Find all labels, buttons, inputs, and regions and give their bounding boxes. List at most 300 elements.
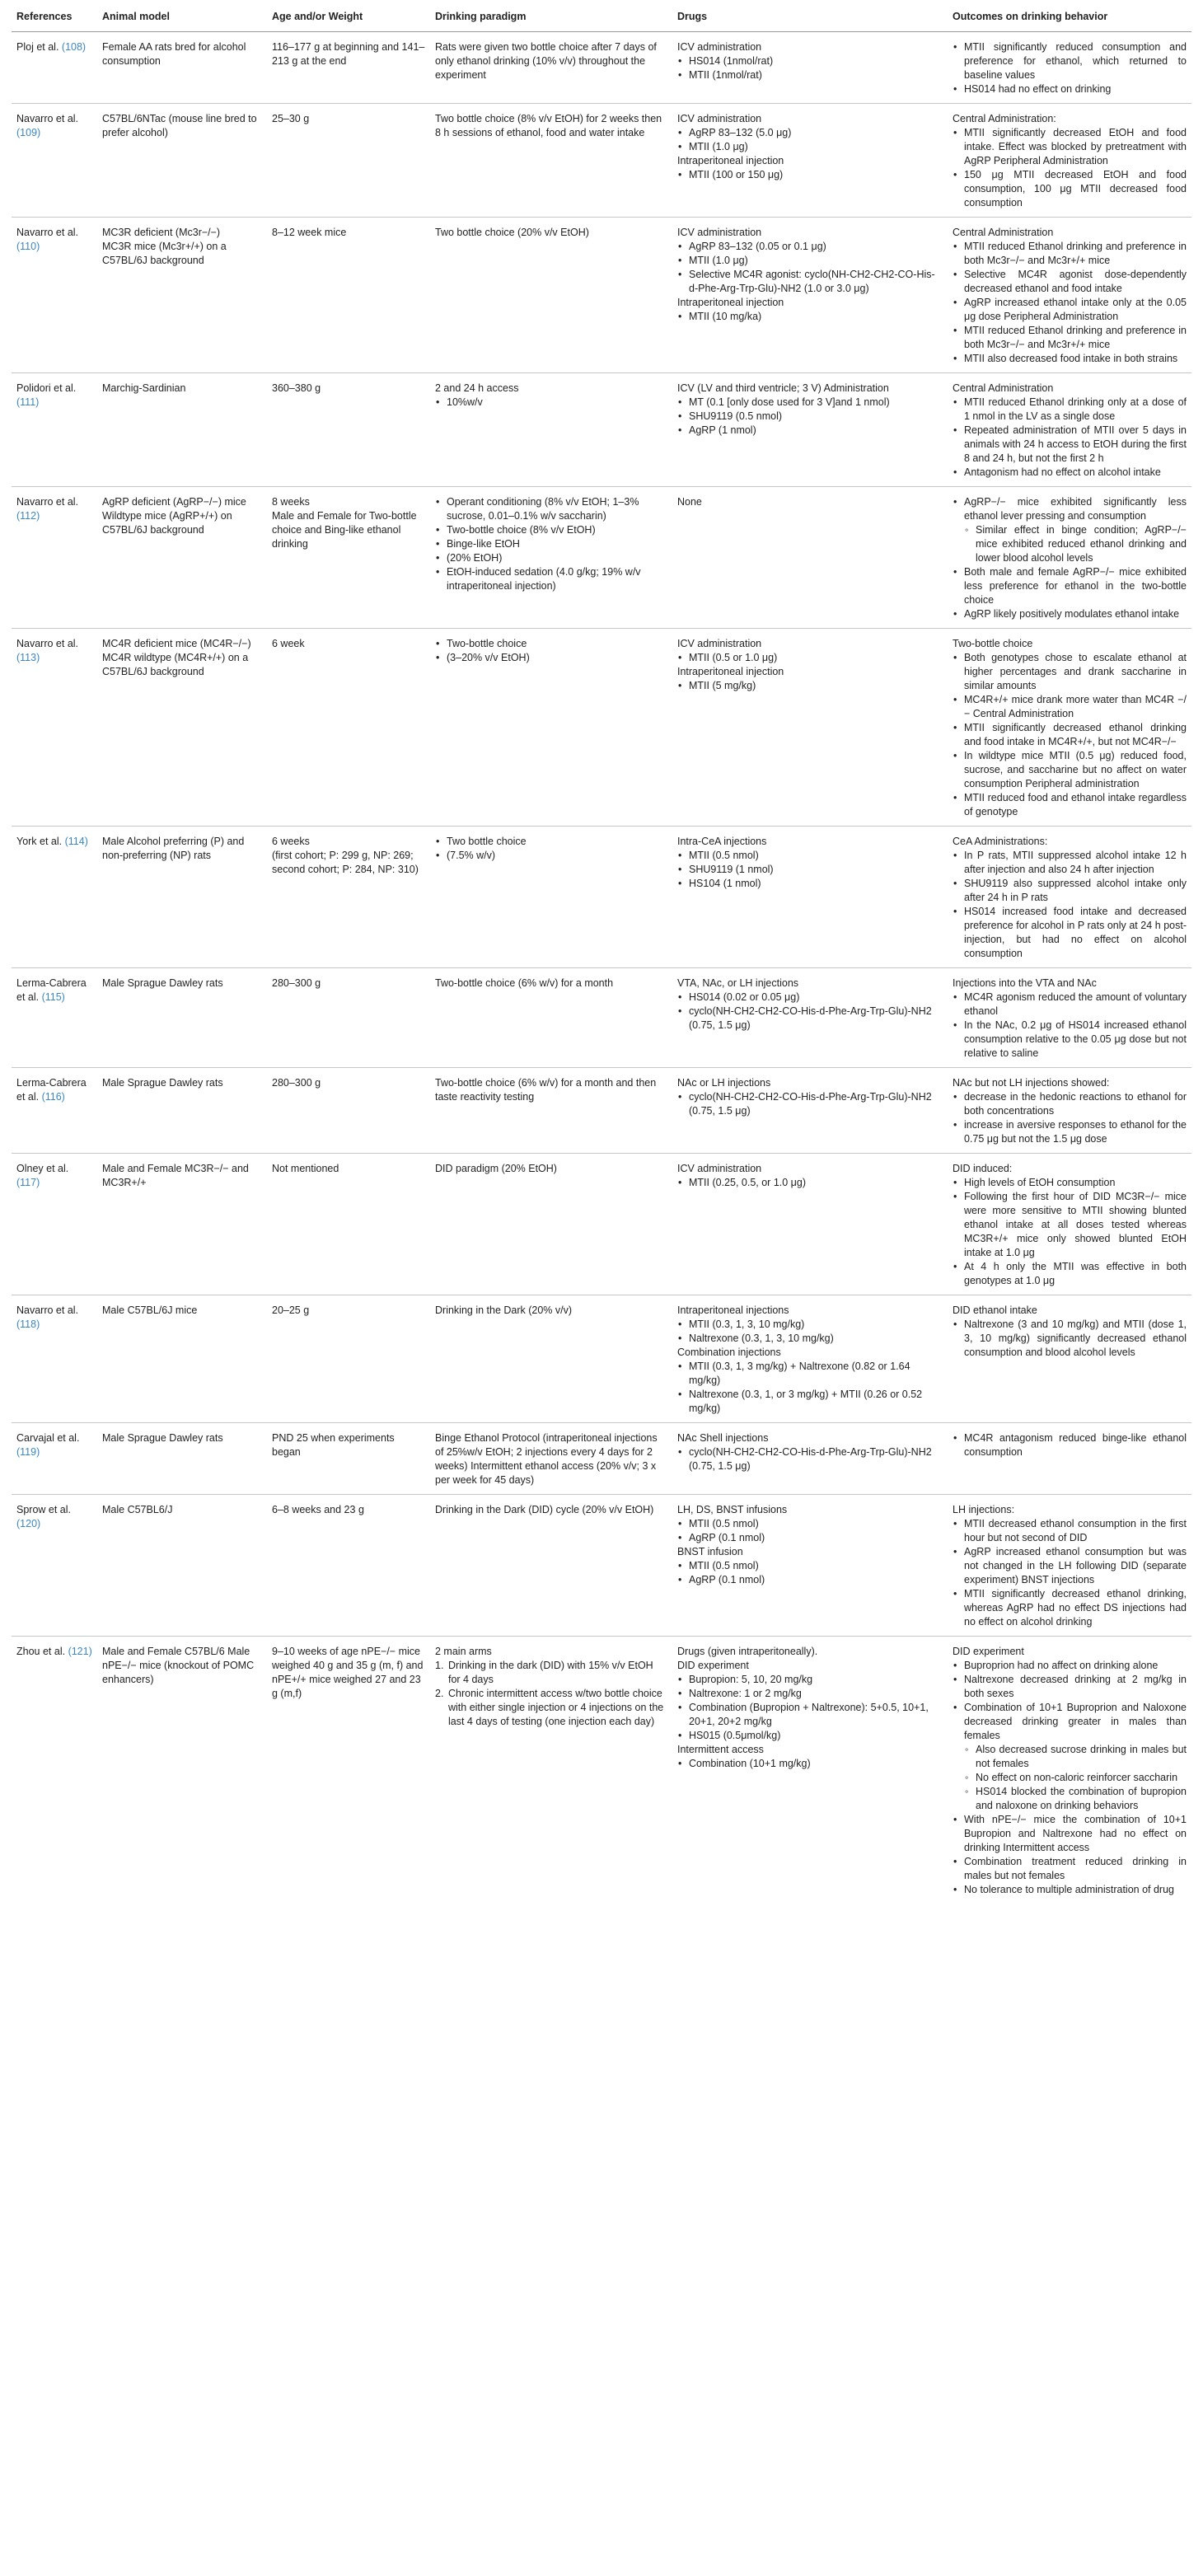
list-item: • MTII (1.0 μg) — [677, 140, 943, 154]
reference-link[interactable]: (114) — [64, 836, 88, 847]
list-item: • SHU9119 (0.5 nmol) — [677, 410, 943, 424]
cell-line: MC3R mice (Mc3r+/+) on a C57BL/6J background — [102, 241, 227, 266]
cell-line: Male and Female MC3R−/− and MC3R+/+ — [102, 1163, 249, 1188]
list-item: • AgRP likely positively modulates ethanol intake — [953, 607, 1187, 621]
list-item: • MC4R antagonism reduced binge-like ethanol consumption — [953, 1431, 1187, 1459]
table-row — [12, 1068, 1191, 1154]
cell-line: LH injections: — [953, 1504, 1015, 1515]
reference-name: Lerma-Cabrera et al. — [16, 1077, 87, 1103]
reference-link[interactable]: (120) — [16, 1518, 41, 1529]
outcomes-cell — [948, 629, 1191, 827]
age-weight-cell — [267, 1068, 430, 1154]
bullet-list — [953, 40, 1187, 96]
animal-model-cell — [97, 1637, 267, 1904]
bullet-list — [953, 495, 1187, 621]
bullet-list — [677, 679, 943, 693]
animal-model-cell — [97, 373, 267, 487]
sub-list-item: ◦ Also decreased sucrose drinking in males but not females — [964, 1743, 1187, 1771]
list-item: • MC4R+/+ mice drank more water than MC4R −/− Central Administration — [953, 693, 1187, 721]
reference-link[interactable]: (113) — [16, 652, 40, 663]
cell-line: Rats were given two bottle choice after 7 days of only ethanol drinking (10% v/v) throughout the experiment — [435, 41, 657, 81]
list-item: • MTII (0.5 nmol) — [677, 1517, 943, 1531]
reference-name: Sprow et al. — [16, 1504, 72, 1515]
bullet-list — [953, 1431, 1187, 1459]
list-item: • Operant conditioning (8% v/v EtOH; 1–3% sucrose, 0.01–0.1% w/v saccharin) — [435, 495, 667, 523]
cell-line: Male C57BL6/J — [102, 1504, 173, 1515]
reference-name: Olney et al. — [16, 1163, 69, 1174]
cell-line: Central Administration — [953, 382, 1054, 394]
cell-line: BNST infusion — [677, 1546, 743, 1557]
reference-cell — [12, 32, 97, 104]
list-item: • MTII (10 mg/ka) — [677, 310, 943, 324]
cell-line: CeA Administrations: — [953, 836, 1048, 847]
table-row — [12, 968, 1191, 1068]
item-text: Drinking in the dark (DID) with 15% v/v EtOH for 4 days — [448, 1660, 653, 1685]
drugs-cell — [672, 104, 948, 218]
list-item: • AgRP increased ethanol consumption but was not changed in the LH following DID (separate experiment) BNST injections — [953, 1545, 1187, 1587]
age-weight-cell — [267, 1637, 430, 1904]
cell-line: Not mentioned — [272, 1163, 339, 1174]
reference-cell — [12, 373, 97, 487]
animal-model-cell — [97, 1154, 267, 1295]
cell-line: NAc but not LH injections showed: — [953, 1077, 1110, 1089]
list-item: • MC4R agonism reduced the amount of voluntary ethanol — [953, 991, 1187, 1019]
cell-line: Intermittent access — [677, 1744, 764, 1755]
list-item: • Buproprion had no affect on drinking alone — [953, 1659, 1187, 1673]
cell-line: 360–380 g — [272, 382, 321, 394]
cell-line: MC3R deficient (Mc3r−/−) — [102, 227, 221, 238]
cell-line: Two bottle choice (8% v/v EtOH) for 2 weeks then 8 h sessions of ethanol, food and water intake — [435, 113, 662, 138]
bullet-list — [953, 1176, 1187, 1288]
reference-name: Carvajal et al. — [16, 1432, 80, 1444]
list-item: • HS014 had no effect on drinking — [953, 82, 1187, 96]
sub-bullet-list — [953, 1743, 1187, 1813]
outcomes-cell — [948, 1495, 1191, 1637]
cell-line: MC4R deficient mice (MC4R−/−) — [102, 638, 251, 649]
reference-link[interactable]: (112) — [16, 510, 40, 522]
cell-line: 8–12 week mice — [272, 227, 347, 238]
cell-line: ICV (LV and third ventricle; 3 V) Administration — [677, 382, 889, 394]
list-item: • Naltrexone (0.3, 1, or 3 mg/kg) + MTII (0.26 or 0.52 mg/kg) — [677, 1388, 943, 1416]
list-item: • (7.5% w/v) — [435, 849, 667, 863]
list-item: • Naltrexone (3 and 10 mg/kg) and MTII (dose 1, 3, 10 mg/kg) significantly decreased ethanol consumption and blood alcohol levels — [953, 1318, 1187, 1360]
list-item: • Naltrexone decreased drinking at 2 mg/kg in both sexes — [953, 1673, 1187, 1701]
bullet-list — [953, 849, 1187, 961]
list-item: • (20% EtOH) — [435, 551, 667, 565]
reference-name: Lerma-Cabrera et al. — [16, 977, 87, 1003]
drinking-paradigm-cell — [430, 968, 672, 1068]
age-weight-cell — [267, 1295, 430, 1423]
outcomes-cell — [948, 218, 1191, 373]
reference-cell — [12, 1154, 97, 1295]
animal-model-cell — [97, 32, 267, 104]
table-row — [12, 1495, 1191, 1637]
reference-link[interactable]: (108) — [61, 41, 87, 53]
list-item: • MTII significantly reduced consumption and preference for ethanol, which returned to baseline values — [953, 40, 1187, 82]
table-row — [12, 629, 1191, 827]
bullet-list — [435, 495, 667, 593]
header-drugs: Drugs — [672, 2, 948, 32]
sub-list-item: ◦ HS014 blocked the combination of bupropion and naloxone on drinking behaviors — [964, 1785, 1187, 1813]
table-row — [12, 373, 1191, 487]
list-item: • 10%w/v — [435, 396, 667, 410]
outcomes-cell — [948, 827, 1191, 968]
list-item: • MTII (0.3, 1, 3, 10 mg/kg) — [677, 1318, 943, 1332]
table-row — [12, 104, 1191, 218]
list-item: • EtOH-induced sedation (4.0 g/kg; 19% w/v intraperitoneal injection) — [435, 565, 667, 593]
animal-model-cell — [97, 487, 267, 629]
item-text: Chronic intermittent access w/two bottle choice with either single injection or 4 injections on the last 4 days of testing (one injection each day) — [448, 1688, 664, 1727]
outcomes-cell — [948, 373, 1191, 487]
reference-name: Navarro et al. — [16, 227, 79, 238]
header-references: References — [12, 2, 97, 32]
bullet-list — [677, 651, 943, 665]
cell-line: LH, DS, BNST infusions — [677, 1504, 788, 1515]
item-number: 1. — [435, 1660, 444, 1671]
list-item: • cyclo(NH-CH2-CH2-CO-His-d-Phe-Arg-Trp-Glu)-NH2 (0.75, 1.5 μg) — [677, 1005, 943, 1033]
bullet-list — [677, 168, 943, 182]
list-item: • In wildtype mice MTII (0.5 μg) reduced food, sucrose, and saccharine but no affect on water consumption Peripheral administration — [953, 749, 1187, 791]
drugs-cell — [672, 827, 948, 968]
cell-line: 2 main arms — [435, 1646, 492, 1657]
cell-line: Combination injections — [677, 1347, 781, 1358]
bullet-list — [677, 396, 943, 438]
cell-line: 6 week — [272, 638, 305, 649]
list-item: • AgRP (0.1 nmol) — [677, 1531, 943, 1545]
list-item: • Two-bottle choice — [435, 637, 667, 651]
animal-model-cell — [97, 218, 267, 373]
bullet-list — [953, 240, 1187, 366]
drugs-cell — [672, 1495, 948, 1637]
reference-name: Polidori et al. — [16, 382, 77, 394]
list-item: • HS014 (1nmol/rat) — [677, 54, 943, 68]
reference-cell — [12, 1068, 97, 1154]
reference-cell — [12, 1495, 97, 1637]
drugs-cell — [672, 1295, 948, 1423]
animal-model-cell — [97, 104, 267, 218]
reference-link[interactable]: (115) — [41, 991, 65, 1003]
cell-line: Intraperitoneal injection — [677, 297, 784, 308]
outcomes-cell — [948, 1068, 1191, 1154]
list-item: • AgRP increased ethanol intake only at the 0.05 μg dose Peripheral Administration — [953, 296, 1187, 324]
sub-bullet-list — [953, 523, 1187, 565]
cell-line: 2 and 24 h access — [435, 382, 519, 394]
table-body — [12, 32, 1191, 1904]
list-item: • In the NAc, 0.2 μg of HS014 increased ethanol consumption relative to the 0.05 μg dose but not relative to saline — [953, 1019, 1187, 1061]
bullet-list — [677, 1318, 943, 1346]
cell-line: Female AA rats bred for alcohol consumption — [102, 41, 246, 67]
cell-line: (first cohort; P: 299 g, NP: 269; second cohort; P: 284, NP: 310) — [272, 850, 419, 875]
reference-cell — [12, 487, 97, 629]
table-row — [12, 218, 1191, 373]
list-item: • Repeated administration of MTII over 5 days in animals with 24 h access to EtOH during the first 8 and 24 h, but not the first 2 h — [953, 424, 1187, 466]
drinking-paradigm-cell — [430, 1423, 672, 1495]
list-item: • Binge-like EtOH — [435, 537, 667, 551]
reference-link[interactable]: (121) — [68, 1646, 92, 1657]
reference-link[interactable]: (111) — [16, 396, 40, 408]
cell-line: Intra-CeA injections — [677, 836, 767, 847]
reference-link[interactable]: (110) — [16, 241, 40, 252]
cell-line: 280–300 g — [272, 977, 321, 989]
cell-line: Male and Female for Two-bottle choice and Bing-like ethanol drinking — [272, 510, 417, 550]
reference-cell — [12, 827, 97, 968]
bullet-list — [953, 991, 1187, 1061]
age-weight-cell — [267, 104, 430, 218]
list-item: • MTII (1nmol/rat) — [677, 68, 943, 82]
cell-line: 116–177 g at beginning and 141–213 g at the end — [272, 41, 425, 67]
cell-line: 20–25 g — [272, 1304, 310, 1316]
reference-name: Zhou et al. — [16, 1646, 66, 1657]
sub-list-item: ◦ Similar effect in binge condition; AgRP−/− mice exhibited reduced ethanol drinking and lower blood alcohol levels — [964, 523, 1187, 565]
list-item: • 150 μg MTII decreased EtOH and food consumption, 100 μg MTII decreased food consumption — [953, 168, 1187, 210]
bullet-list — [953, 651, 1187, 819]
drugs-cell — [672, 487, 948, 629]
list-item: • No tolerance to multiple administration of drug — [953, 1883, 1187, 1897]
age-weight-cell — [267, 1495, 430, 1637]
outcomes-cell — [948, 1637, 1191, 1904]
drinking-paradigm-cell — [430, 1495, 672, 1637]
bullet-list — [677, 1673, 943, 1743]
cell-line: NAc or LH injections — [677, 1077, 771, 1089]
drugs-cell — [672, 1423, 948, 1495]
cell-line: ICV administration — [677, 1163, 762, 1174]
bullet-list — [677, 54, 943, 82]
list-item: • MTII also decreased food intake in both strains — [953, 352, 1187, 366]
cell-line: ICV administration — [677, 41, 762, 53]
reference-name: Ploj et al. — [16, 41, 59, 53]
list-item: • Combination treatment reduced drinking in males but not females — [953, 1855, 1187, 1883]
reference-link[interactable]: (116) — [41, 1091, 65, 1103]
age-weight-cell — [267, 218, 430, 373]
list-item: • MTII reduced Ethanol drinking only at a dose of 1 nmol in the LV as a single dose — [953, 396, 1187, 424]
cell-line: Male Sprague Dawley rats — [102, 977, 223, 989]
header-outcomes: Outcomes on drinking behavior — [948, 2, 1191, 32]
list-item: • MTII significantly decreased ethanol drinking and food intake in MC4R+/+, but not MC4R−/− — [953, 721, 1187, 749]
bullet-list — [677, 1176, 943, 1190]
sub-list-item: ◦ No effect on non-caloric reinforcer saccharin — [964, 1771, 1187, 1785]
list-item: • decrease in the hedonic reactions to ethanol for both concentrations — [953, 1090, 1187, 1118]
list-item: • Following the first hour of DID MC3R−/− mice were more sensitive to MTII showing blunted ethanol intake at all doses tested whereas MC3R+/+ mice only showed blunted EtOH intake at 1.0 μg — [953, 1190, 1187, 1260]
drugs-cell — [672, 373, 948, 487]
table-row — [12, 487, 1191, 629]
list-item: • MTII (1.0 μg) — [677, 254, 943, 268]
cell-line: Male Sprague Dawley rats — [102, 1432, 223, 1444]
cell-line: Binge Ethanol Protocol (intraperitoneal injections of 25%w/v EtOH; 2 injections every 4 days for 2 weeks) Intermittent ethanol access (20% v/v; 3 x per week for 45 days) — [435, 1432, 658, 1486]
reference-name: Navarro et al. — [16, 113, 79, 124]
reference-cell — [12, 968, 97, 1068]
list-item: • (3–20% v/v EtOH) — [435, 651, 667, 665]
list-item: • MTII (5 mg/kg) — [677, 679, 943, 693]
list-item: • AgRP 83–132 (0.05 or 0.1 μg) — [677, 240, 943, 254]
list-item: • High levels of EtOH consumption — [953, 1176, 1187, 1190]
drinking-paradigm-cell — [430, 1154, 672, 1295]
drugs-cell — [672, 1154, 948, 1295]
list-item: • HS014 (0.02 or 0.05 μg) — [677, 991, 943, 1005]
reference-link[interactable]: (117) — [16, 1177, 40, 1188]
header-drinking-paradigm: Drinking paradigm — [430, 2, 672, 32]
item-number: 2. — [435, 1688, 444, 1699]
cell-line: Two-bottle choice (6% w/v) for a month and then taste reactivity testing — [435, 1077, 657, 1103]
cell-line: Two-bottle choice — [953, 638, 1033, 649]
table-header-row — [12, 2, 1191, 32]
list-item: • Combination (10+1 mg/kg) — [677, 1757, 943, 1771]
bullet-list — [953, 1318, 1187, 1360]
cell-line: Drinking in the Dark (20% v/v) — [435, 1304, 573, 1316]
list-item: • cyclo(NH-CH2-CH2-CO-His-d-Phe-Arg-Trp-Glu)-NH2 (0.75, 1.5 μg) — [677, 1090, 943, 1118]
list-item: • At 4 h only the MTII was effective in both genotypes at 1.0 μg — [953, 1260, 1187, 1288]
age-weight-cell — [267, 1423, 430, 1495]
drugs-cell — [672, 968, 948, 1068]
list-item: • increase in aversive responses to ethanol for the 0.75 μg but not the 1.5 μg dose — [953, 1118, 1187, 1146]
list-item: • Both genotypes chose to escalate ethanol at higher percentages and drank saccharine in similar amounts — [953, 651, 1187, 693]
cell-line: Intraperitoneal injection — [677, 155, 784, 166]
cell-line: Male and Female C57BL/6 Male nPE−/− mice (knockout of POMC enhancers) — [102, 1646, 255, 1685]
reference-cell — [12, 629, 97, 827]
list-item: • Naltrexone (0.3, 1, 3, 10 mg/kg) — [677, 1332, 943, 1346]
bullet-list — [435, 637, 667, 665]
drugs-cell — [672, 1637, 948, 1904]
reference-name: Navarro et al. — [16, 1304, 79, 1316]
age-weight-cell — [267, 629, 430, 827]
list-item: • SHU9119 also suppressed alcohol intake only after 24 h in P rats — [953, 877, 1187, 905]
cell-line: 6–8 weeks and 23 g — [272, 1504, 364, 1515]
numbered-item — [435, 1659, 667, 1687]
bullet-list — [953, 1517, 1187, 1629]
cell-line: MC4R wildtype (MC4R+/+) on a C57BL/6J background — [102, 652, 249, 677]
drinking-studies-table — [12, 2, 1191, 1904]
bullet-list — [435, 396, 667, 410]
animal-model-cell — [97, 968, 267, 1068]
cell-line: NAc Shell injections — [677, 1432, 769, 1444]
outcomes-cell — [948, 1154, 1191, 1295]
drinking-paradigm-cell — [430, 1637, 672, 1904]
animal-model-cell — [97, 629, 267, 827]
list-item: • MTII significantly decreased EtOH and food intake. Effect was blocked by pretreatment with AgRP Peripheral Administration — [953, 126, 1187, 168]
cell-line: 6 weeks — [272, 836, 310, 847]
reference-name: Navarro et al. — [16, 496, 79, 508]
list-item: • cyclo(NH-CH2-CH2-CO-His-d-Phe-Arg-Trp-Glu)-NH2 (0.75, 1.5 μg) — [677, 1445, 943, 1473]
list-item: • Two bottle choice — [435, 835, 667, 849]
animal-model-cell — [97, 1495, 267, 1637]
age-weight-cell — [267, 487, 430, 629]
table-row — [12, 1637, 1191, 1904]
cell-line: Marchig-Sardinian — [102, 382, 186, 394]
drugs-cell — [672, 629, 948, 827]
cell-line: ICV administration — [677, 113, 762, 124]
list-item: • Both male and female AgRP−/− mice exhibited less preference for ethanol in the two-bottle choice — [953, 565, 1187, 607]
list-item: • Selective MC4R agonist: cyclo(NH-CH2-CH2-CO-His-d-Phe-Arg-Trp-Glu)-NH2 (1.0 or 3.0 μg) — [677, 268, 943, 296]
list-item: • MTII (0.5 nmol) — [677, 1559, 943, 1573]
cell-line: Drinking in the Dark (DID) cycle (20% v/v EtOH) — [435, 1504, 654, 1515]
list-item: • MT (0.1 [only dose used for 3 V]and 1 nmol) — [677, 396, 943, 410]
table-row — [12, 32, 1191, 104]
reference-link[interactable]: (118) — [16, 1318, 40, 1330]
cell-line: Central Administration — [953, 227, 1054, 238]
cell-line: 280–300 g — [272, 1077, 321, 1089]
cell-line: Male C57BL/6J mice — [102, 1304, 198, 1316]
bullet-list — [953, 396, 1187, 480]
age-weight-cell — [267, 1154, 430, 1295]
list-item: • AgRP−/− mice exhibited significantly less ethanol lever pressing and consumption — [953, 495, 1187, 523]
drugs-cell — [672, 1068, 948, 1154]
cell-line: Drugs (given intraperitoneally). — [677, 1646, 818, 1657]
reference-cell — [12, 104, 97, 218]
cell-line: ICV administration — [677, 227, 762, 238]
drugs-cell — [672, 218, 948, 373]
list-item: • HS014 increased food intake and decreased preference for alcohol in P rats only at 24 h post-injection, but had no effect on alcohol consumption — [953, 905, 1187, 961]
drinking-paradigm-cell — [430, 629, 672, 827]
cell-line: Injections into the VTA and NAc — [953, 977, 1097, 989]
bullet-list — [677, 1445, 943, 1473]
numbered-item — [435, 1687, 667, 1729]
list-item: • With nPE−/− mice the combination of 10+1 Bupropion and Naltrexone had no effect on drinking Intermittent access — [953, 1813, 1187, 1855]
bullet-list — [677, 1559, 943, 1587]
bullet-list — [953, 1659, 1187, 1897]
reference-name: Navarro et al. — [16, 638, 79, 649]
drinking-paradigm-cell — [430, 827, 672, 968]
cell-line: DID induced: — [953, 1163, 1013, 1174]
cell-line: Two-bottle choice (6% w/v) for a month — [435, 977, 614, 989]
list-item: • Combination (Bupropion + Naltrexone): 5+0.5, 10+1, 20+1, 20+2 mg/kg — [677, 1701, 943, 1729]
list-item: • Naltrexone: 1 or 2 mg/kg — [677, 1687, 943, 1701]
cell-line: Male Sprague Dawley rats — [102, 1077, 223, 1089]
bullet-list — [435, 835, 667, 863]
cell-line: PND 25 when experiments began — [272, 1432, 395, 1458]
age-weight-cell — [267, 968, 430, 1068]
list-item: • Combination of 10+1 Buproprion and Naloxone decreased drinking greater in males than females — [953, 1701, 1187, 1743]
cell-line: Central Administration: — [953, 113, 1056, 124]
cell-line: ICV administration — [677, 638, 762, 649]
reference-link[interactable]: (119) — [16, 1446, 40, 1458]
reference-name: York et al. — [16, 836, 63, 847]
cell-line: Two bottle choice (20% v/v EtOH) — [435, 227, 589, 238]
bullet-list — [953, 1090, 1187, 1146]
cell-line: DID paradigm (20% EtOH) — [435, 1163, 557, 1174]
header-animal-model: Animal model — [97, 2, 267, 32]
list-item: • MTII (0.5 or 1.0 μg) — [677, 651, 943, 665]
table-row — [12, 1423, 1191, 1495]
reference-cell — [12, 218, 97, 373]
reference-cell — [12, 1637, 97, 1904]
reference-cell — [12, 1295, 97, 1423]
table-row — [12, 827, 1191, 968]
list-item: • SHU9119 (1 nmol) — [677, 863, 943, 877]
cell-line: DID experiment — [677, 1660, 749, 1671]
outcomes-cell — [948, 968, 1191, 1068]
list-item: • AgRP 83–132 (5.0 μg) — [677, 126, 943, 140]
bullet-list — [677, 991, 943, 1033]
bullet-list — [677, 240, 943, 296]
list-item: • MTII reduced food and ethanol intake regardless of genotype — [953, 791, 1187, 819]
drinking-paradigm-cell — [430, 218, 672, 373]
bullet-list — [677, 1360, 943, 1416]
list-item: • HS104 (1 nmol) — [677, 877, 943, 891]
animal-model-cell — [97, 1295, 267, 1423]
list-item: • AgRP (1 nmol) — [677, 424, 943, 438]
table-row — [12, 1295, 1191, 1423]
outcomes-cell — [948, 487, 1191, 629]
list-item: • MTII (0.3, 1, 3 mg/kg) + Naltrexone (0.82 or 1.64 mg/kg) — [677, 1360, 943, 1388]
cell-line: Male Alcohol preferring (P) and non-preferring (NP) rats — [102, 836, 245, 861]
bullet-list — [677, 310, 943, 324]
cell-line: DID experiment — [953, 1646, 1024, 1657]
bullet-list — [953, 126, 1187, 210]
list-item: • MTII significantly decreased ethanol drinking, whereas AgRP had no effect DS injections had no effect on alcohol drinking — [953, 1587, 1187, 1629]
list-item: • Bupropion: 5, 10, 20 mg/kg — [677, 1673, 943, 1687]
list-item: • MTII decreased ethanol consumption in the first hour but not second of DID — [953, 1517, 1187, 1545]
outcomes-cell — [948, 1423, 1191, 1495]
reference-link[interactable]: (109) — [16, 127, 41, 138]
